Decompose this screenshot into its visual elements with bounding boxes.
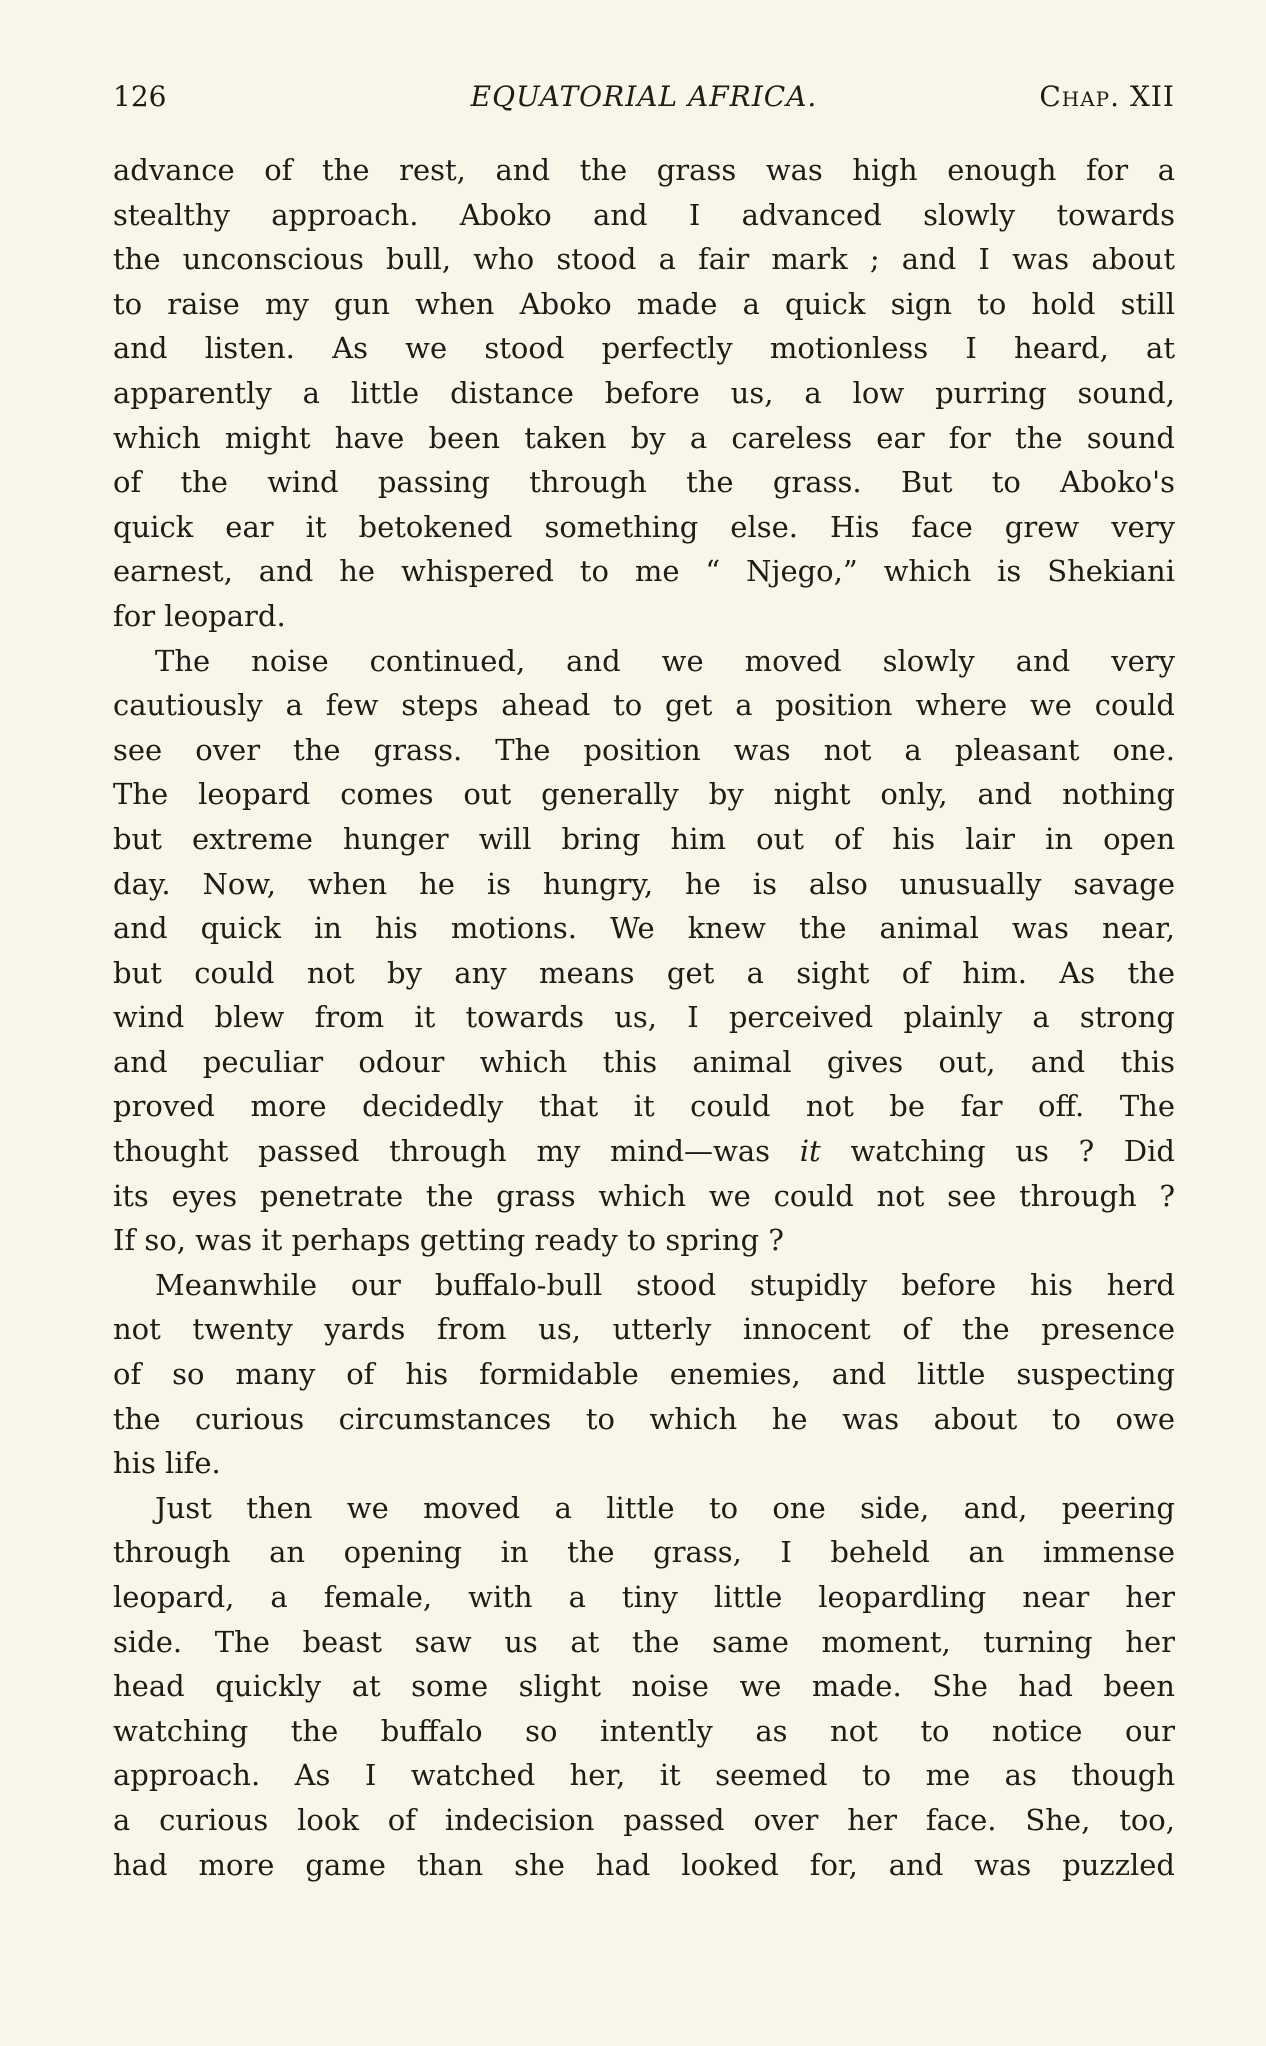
text-line: The leopard comes out generally by night only, and nothing bbox=[113, 777, 1175, 812]
italic-word: it bbox=[799, 1134, 821, 1169]
text-line: side. The beast saw us at the same moment, turning her bbox=[113, 1624, 1175, 1659]
text-span: watching us ? Did bbox=[820, 1134, 1175, 1169]
text-line: for leopard. bbox=[113, 598, 286, 633]
text-line bbox=[113, 1129, 1175, 1174]
text-line: wind blew from it towards us, I perceived plainly a strong bbox=[113, 1000, 1175, 1035]
text-line: watching the buffalo so intently as not to notice our bbox=[113, 1713, 1175, 1748]
text-line: through an opening in the grass, I beheld an immense bbox=[113, 1535, 1175, 1570]
text-line: of the wind passing through the grass. But to Aboko's bbox=[113, 465, 1175, 500]
text-line: approach. As I watched her, it seemed to me as though bbox=[113, 1758, 1175, 1793]
text-line: of so many of his formidable enemies, and little suspecting bbox=[113, 1357, 1175, 1392]
text-line: but extreme hunger will bring him out of his lair in open bbox=[113, 821, 1175, 856]
text-line: but could not by any means get a sight of him. As the bbox=[113, 955, 1175, 990]
text-line: his life. bbox=[113, 1446, 221, 1481]
text-line: not twenty yards from us, utterly innocent of the presence bbox=[113, 1312, 1175, 1347]
text-line: earnest, and he whispered to me “ Njego,” which is Shekiani bbox=[113, 554, 1175, 589]
chapter-label: Chap. XII bbox=[1039, 80, 1175, 113]
text-line: and quick in his motions. We knew the animal was near, bbox=[113, 911, 1175, 946]
text-line: Just then we moved a little to one side, and, peering bbox=[155, 1490, 1175, 1525]
body-text bbox=[113, 148, 1175, 1887]
text-line: and listen. As we stood perfectly motionless I heard, at bbox=[113, 331, 1175, 366]
text-line: the unconscious bull, who stood a fair mark ; and I was about bbox=[113, 242, 1175, 277]
text-line: the curious circumstances to which he was about to owe bbox=[113, 1401, 1175, 1436]
text-line: The noise continued, and we moved slowly and very bbox=[155, 643, 1175, 678]
text-line: day. Now, when he is hungry, he is also unusually savage bbox=[113, 866, 1175, 901]
text-line: quick ear it betokened something else. His face grew very bbox=[113, 509, 1175, 544]
text-line: see over the grass. The position was not a pleasant one. bbox=[113, 732, 1175, 767]
text-line: apparently a little distance before us, a low purring sound, bbox=[113, 375, 1175, 410]
text-line: If so, was it perhaps getting ready to spring ? bbox=[113, 1223, 784, 1258]
text-line: advance of the rest, and the grass was high enough for a bbox=[113, 153, 1175, 187]
text-line: leopard, a female, with a tiny little leopardling near her bbox=[113, 1580, 1175, 1614]
text-line: proved more decidedly that it could not be far off. The bbox=[113, 1089, 1175, 1124]
book-title: EQUATORIAL AFRICA. bbox=[470, 80, 818, 113]
text-line: Meanwhile our buffalo-bull stood stupidly before his herd bbox=[155, 1267, 1175, 1302]
text-line: stealthy approach. Aboko and I advanced slowly towards bbox=[113, 197, 1175, 232]
text-line: which might have been taken by a careless ear for the sound bbox=[113, 420, 1175, 455]
text-line: had more game than she had looked for, and was puzzled bbox=[113, 1847, 1175, 1882]
page-number: 126 bbox=[113, 80, 167, 113]
running-head bbox=[113, 72, 1175, 122]
text-line: and peculiar odour which this animal gives out, and this bbox=[113, 1044, 1175, 1079]
text-line: a curious look of indecision passed over her face. She, too, bbox=[113, 1802, 1175, 1837]
text-line: cautiously a few steps ahead to get a position where we could bbox=[113, 688, 1175, 723]
text-line: its eyes penetrate the grass which we could not see through ? bbox=[113, 1178, 1175, 1213]
text-line: to raise my gun when Aboko made a quick sign to hold still bbox=[113, 286, 1175, 321]
text-line: head quickly at some slight noise we made. She had been bbox=[113, 1669, 1175, 1704]
text-span: thought passed through my mind—was bbox=[113, 1134, 800, 1169]
